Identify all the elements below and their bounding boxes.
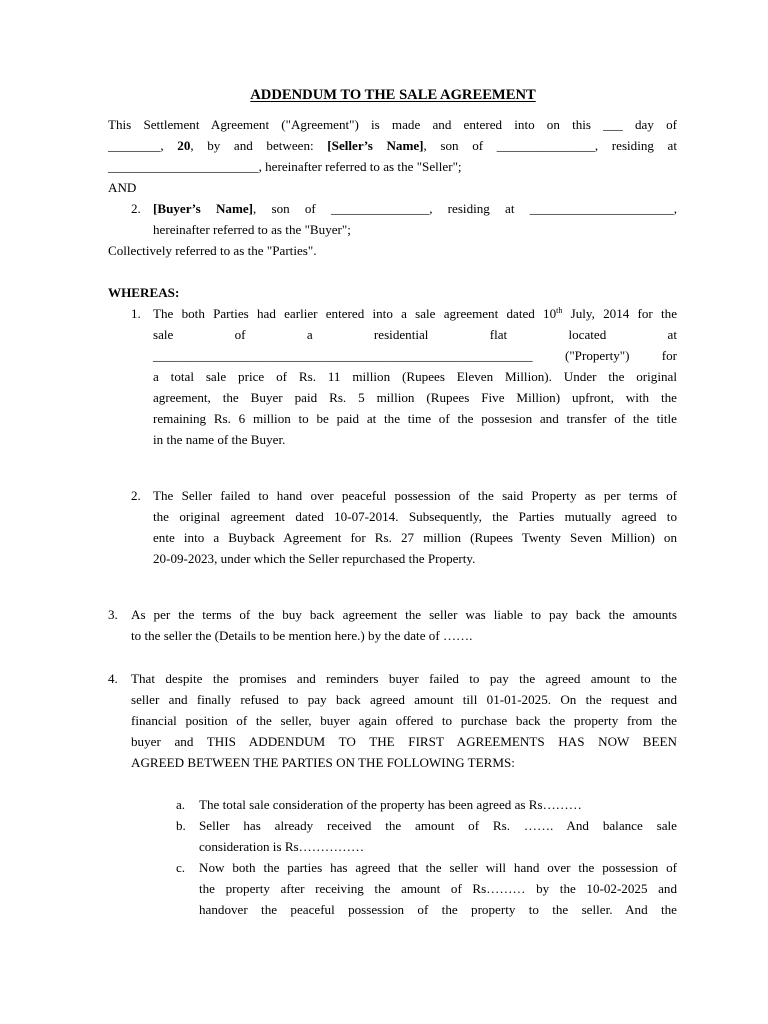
whereas-3-number: 3. — [108, 607, 118, 622]
term-b-line-1: Seller has already received the amount of Rs. ……. And balance sale — [199, 818, 677, 833]
buyer-name-placeholder: [Buyer’s Name] — [153, 201, 254, 216]
whereas-1-line-7: in the name of the Buyer. — [153, 432, 286, 447]
term-c-line-2: the property after receiving the amount of Rs……… by the 10-02-2025 and — [199, 881, 677, 896]
whereas-1-number: 1. — [131, 306, 141, 321]
whereas-3-line-1: As per the terms of the buy back agreement the seller was liable to pay back the amounts — [131, 607, 677, 622]
whereas-4-line-1: That despite the promises and reminders buyer failed to pay the agreed amount to the — [131, 671, 677, 686]
whereas-4-line-3: financial position of the seller, buyer again offered to purchase back the property from the — [131, 713, 677, 728]
whereas-2-line-2: the original agreement dated 10-07-2014. Subsequently, the Parties mutually agreed to — [153, 509, 677, 524]
whereas-2-line-3: ente into a Buyback Agreement for Rs. 27 million (Rupees Twenty Seven Million) on — [153, 530, 677, 545]
intro-between-text: , by and between: — [190, 138, 314, 153]
intro-line-1: This Settlement Agreement ("Agreement") is made and entered into on this ___ day of — [108, 117, 677, 132]
intro-date-blank: ________, — [108, 138, 164, 153]
whereas-4-line-2: seller and finally refused to pay back agreed amount till 01-01-2025. On the request and — [131, 692, 677, 707]
whereas-1-line-1: The both Parties had earlier entered into a sale agreement dated 10th July, 2014 for the — [153, 306, 678, 321]
whereas-1-line-5: agreement, the Buyer paid Rs. 5 million (Rupees Five Million) upfront, with the — [153, 390, 677, 405]
whereas-2-line-4: 20-09-2023, under which the Seller repurchased the Property. — [153, 551, 476, 566]
whereas-2-number: 2. — [131, 488, 141, 503]
term-b-line-2: consideration is Rs…………… — [199, 839, 365, 854]
whereas-1-line-2: sale of a residential flat located at — [153, 327, 677, 342]
document-title: ADDENDUM TO THE SALE AGREEMENT — [250, 87, 536, 103]
term-a-line-1: The total sale consideration of the property has been agreed as Rs……… — [199, 797, 582, 812]
whereas-1-line-4: a total sale price of Rs. 11 million (Rupees Eleven Million). Under the original — [153, 369, 677, 384]
term-c-letter: c. — [176, 860, 186, 875]
seller-details-text: , son of _______________, residing at — [423, 138, 678, 153]
term-b-letter: b. — [176, 818, 186, 833]
party-2-number: 2. — [131, 201, 141, 216]
whereas-3-line-2: to the seller the (Details to be mention here.) by the date of ……. — [131, 628, 473, 643]
intro-line-3: _______________________, hereinafter referred to as the "Seller"; — [108, 159, 462, 174]
seller-name-placeholder: [Seller’s Name] — [327, 138, 424, 153]
buyer-details-text: , son of _______________, residing at ______________________, — [253, 201, 677, 216]
intro-year: 20 — [177, 138, 191, 153]
term-c-line-1: Now both the parties has agreed that the seller will hand over the possession of — [199, 860, 677, 875]
party-2-line-1 — [153, 200, 677, 218]
term-a-letter: a. — [176, 797, 186, 812]
and-label: AND — [108, 180, 137, 195]
whereas-4-line-4: buyer and THIS ADDENDUM TO THE FIRST AGREEMENTS HAS NOW BEEN — [131, 734, 677, 749]
whereas-heading: WHEREAS: — [108, 285, 180, 300]
whereas-4-number: 4. — [108, 671, 118, 686]
party-2-line-2: hereinafter referred to as the "Buyer"; — [153, 222, 351, 237]
whereas-1-line-6: remaining Rs. 6 million to be paid at the time of the possesion and transfer of the title — [153, 411, 677, 426]
whereas-2-line-1: The Seller failed to hand over peaceful possession of the said Property as per terms of — [153, 488, 677, 503]
intro-line-2 — [108, 137, 677, 155]
term-c-line-3: handover the peaceful possession of the property to the seller. And the — [199, 902, 677, 917]
whereas-4-line-5: AGREED BETWEEN THE PARTIES ON THE FOLLOWING TERMS: — [131, 755, 515, 770]
whereas-1-line-3: __________________________________________________________ ("Property") for — [153, 348, 677, 363]
collectively-text: Collectively referred to as the "Parties". — [108, 243, 317, 258]
